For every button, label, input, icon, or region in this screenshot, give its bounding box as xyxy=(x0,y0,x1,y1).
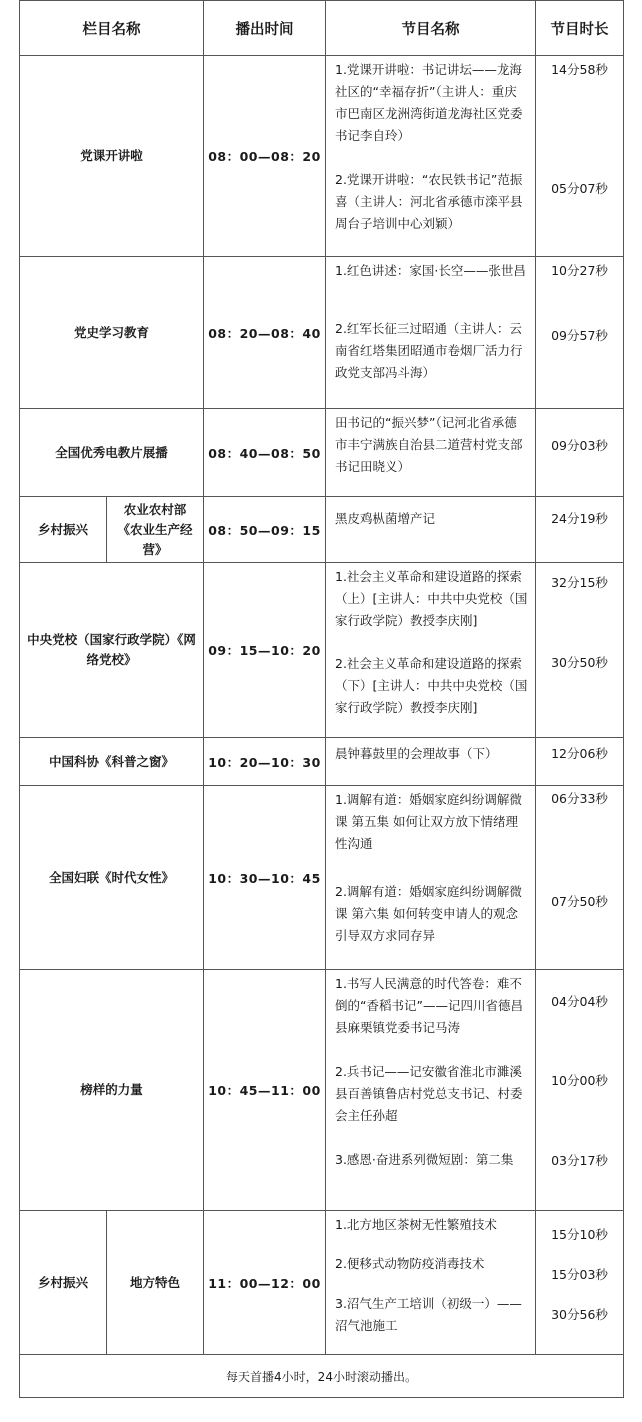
column-name: 党课开讲啦 xyxy=(20,56,204,257)
program-item: 2.社会主义革命和建设道路的探索（下）[主讲人：中共中央党校（国家行政学院）教授李庆刚] xyxy=(335,656,528,715)
table-row xyxy=(20,970,624,1211)
table-row xyxy=(20,56,624,257)
program-item: 黑皮鸡枞菌增产记 xyxy=(335,511,436,526)
header-duration: 节目时长 xyxy=(536,1,624,56)
header-row xyxy=(20,1,624,56)
program-cell xyxy=(326,497,536,563)
air-time: 08：00—08：20 xyxy=(204,56,326,257)
table-row xyxy=(20,409,624,497)
column-name: 全国妇联《时代女性》 xyxy=(20,786,204,970)
duration-cell xyxy=(536,257,624,409)
duration-cell xyxy=(536,786,624,970)
header-column: 栏目名称 xyxy=(20,1,204,56)
sub-column-name: 农业农村部《农业生产经营》 xyxy=(107,497,204,563)
program-item: 1.社会主义革命和建设道路的探索（上）[主讲人：中共中央党校（国家行政学院）教授李庆刚] xyxy=(335,569,528,628)
duration-item: 09分57秒 xyxy=(551,328,608,343)
duration-item: 15分10秒 xyxy=(551,1227,608,1242)
air-time: 08：20—08：40 xyxy=(204,257,326,409)
program-item: 2.党课开讲啦：“农民铁书记”范振喜（主讲人：河北省承德市滦平县周台子培训中心刘颖） xyxy=(335,172,523,231)
schedule-table xyxy=(19,0,624,1398)
table-row xyxy=(20,497,624,563)
duration-cell xyxy=(536,738,624,786)
program-item: 田书记的“振兴梦”（记河北省承德市丰宁满族自治县二道营村党支部书记田晓义） xyxy=(335,415,523,474)
table-row xyxy=(20,738,624,786)
air-time: 10：20—10：30 xyxy=(204,738,326,786)
program-item: 2.便移式动物防疫消毒技术 xyxy=(335,1256,485,1271)
duration-item: 03分17秒 xyxy=(551,1153,608,1168)
column-name: 乡村振兴 xyxy=(20,1211,107,1355)
duration-item: 12分06秒 xyxy=(551,746,608,761)
table-row xyxy=(20,1211,624,1355)
duration-item: 07分50秒 xyxy=(551,894,608,909)
duration-cell xyxy=(536,970,624,1211)
footer-note: 每天首播4小时，24小时滚动播出。 xyxy=(20,1355,624,1398)
header-time: 播出时间 xyxy=(204,1,326,56)
duration-item: 10分00秒 xyxy=(551,1073,608,1088)
air-time: 09：15—10：20 xyxy=(204,563,326,738)
column-name: 中央党校（国家行政学院）《网络党校》 xyxy=(20,563,204,738)
column-name: 榜样的力量 xyxy=(20,970,204,1211)
table-row xyxy=(20,786,624,970)
program-item: 1.北方地区茶树无性繁殖技术 xyxy=(335,1217,497,1232)
column-name: 中国科协《科普之窗》 xyxy=(20,738,204,786)
program-item: 1.书写人民满意的时代答卷：难不倒的“香稻书记”——记四川省德昌县麻栗镇党委书记马涛 xyxy=(335,976,523,1035)
duration-item: 15分03秒 xyxy=(551,1267,608,1282)
program-cell xyxy=(326,563,536,738)
program-cell xyxy=(326,970,536,1211)
duration-cell xyxy=(536,563,624,738)
program-item: 1.调解有道：婚姻家庭纠纷调解微课 第五集 如何让双方放下情绪理性沟通 xyxy=(335,792,522,851)
program-cell xyxy=(326,786,536,970)
duration-cell xyxy=(536,1211,624,1355)
footer-row xyxy=(20,1355,624,1398)
program-item: 3.沼气生产工培训（初级一）——沼气池施工 xyxy=(335,1296,522,1333)
program-cell xyxy=(326,56,536,257)
air-time: 11：00—12：00 xyxy=(204,1211,326,1355)
program-item: 2.调解有道：婚姻家庭纠纷调解微课 第六集 如何转变申请人的观念 引导双方求同存异 xyxy=(335,884,522,943)
column-name: 乡村振兴 xyxy=(20,497,107,563)
program-item: 1.红色讲述：家国·长空——张世昌 xyxy=(335,263,526,278)
program-item: 2.红军长征三过昭通（主讲人：云南省红塔集团昭通市卷烟厂活力行政党支部冯斗海） xyxy=(335,321,523,380)
column-name: 党史学习教育 xyxy=(20,257,204,409)
table-row xyxy=(20,563,624,738)
duration-item: 06分33秒 xyxy=(551,791,608,806)
program-item: 1.党课开讲啦：书记讲坛——龙海社区的“幸福存折”（主讲人：重庆市巴南区龙洲湾街道龙海社区党委书记李自玲） xyxy=(335,62,523,143)
header-program: 节目名称 xyxy=(326,1,536,56)
program-cell xyxy=(326,257,536,409)
air-time: 10：30—10：45 xyxy=(204,786,326,970)
program-cell xyxy=(326,738,536,786)
duration-item: 24分19秒 xyxy=(551,511,608,526)
duration-item: 04分04秒 xyxy=(551,994,608,1009)
air-time: 08：50—09：15 xyxy=(204,497,326,563)
duration-item: 05分07秒 xyxy=(551,181,608,196)
table-row xyxy=(20,257,624,409)
duration-item: 09分03秒 xyxy=(551,438,608,453)
duration-item: 32分15秒 xyxy=(551,575,608,590)
duration-item: 30分56秒 xyxy=(551,1307,608,1322)
duration-item: 30分50秒 xyxy=(551,655,608,670)
air-time: 08：40—08：50 xyxy=(204,409,326,497)
column-name: 全国优秀电教片展播 xyxy=(20,409,204,497)
duration-item: 14分58秒 xyxy=(551,62,608,77)
program-item: 3.感恩·奋进系列微短剧：第二集 xyxy=(335,1152,514,1167)
duration-cell xyxy=(536,409,624,497)
sub-column-name: 地方特色 xyxy=(107,1211,204,1355)
air-time: 10：45—11：00 xyxy=(204,970,326,1211)
duration-cell xyxy=(536,56,624,257)
duration-item: 10分27秒 xyxy=(551,263,608,278)
program-cell xyxy=(326,1211,536,1355)
duration-cell xyxy=(536,497,624,563)
program-cell xyxy=(326,409,536,497)
program-item: 2.兵书记——记安徽省淮北市濉溪县百善镇鲁店村党总支书记、村委会主任孙超 xyxy=(335,1064,523,1123)
program-item: 晨钟暮鼓里的会理故事（下） xyxy=(335,746,498,761)
